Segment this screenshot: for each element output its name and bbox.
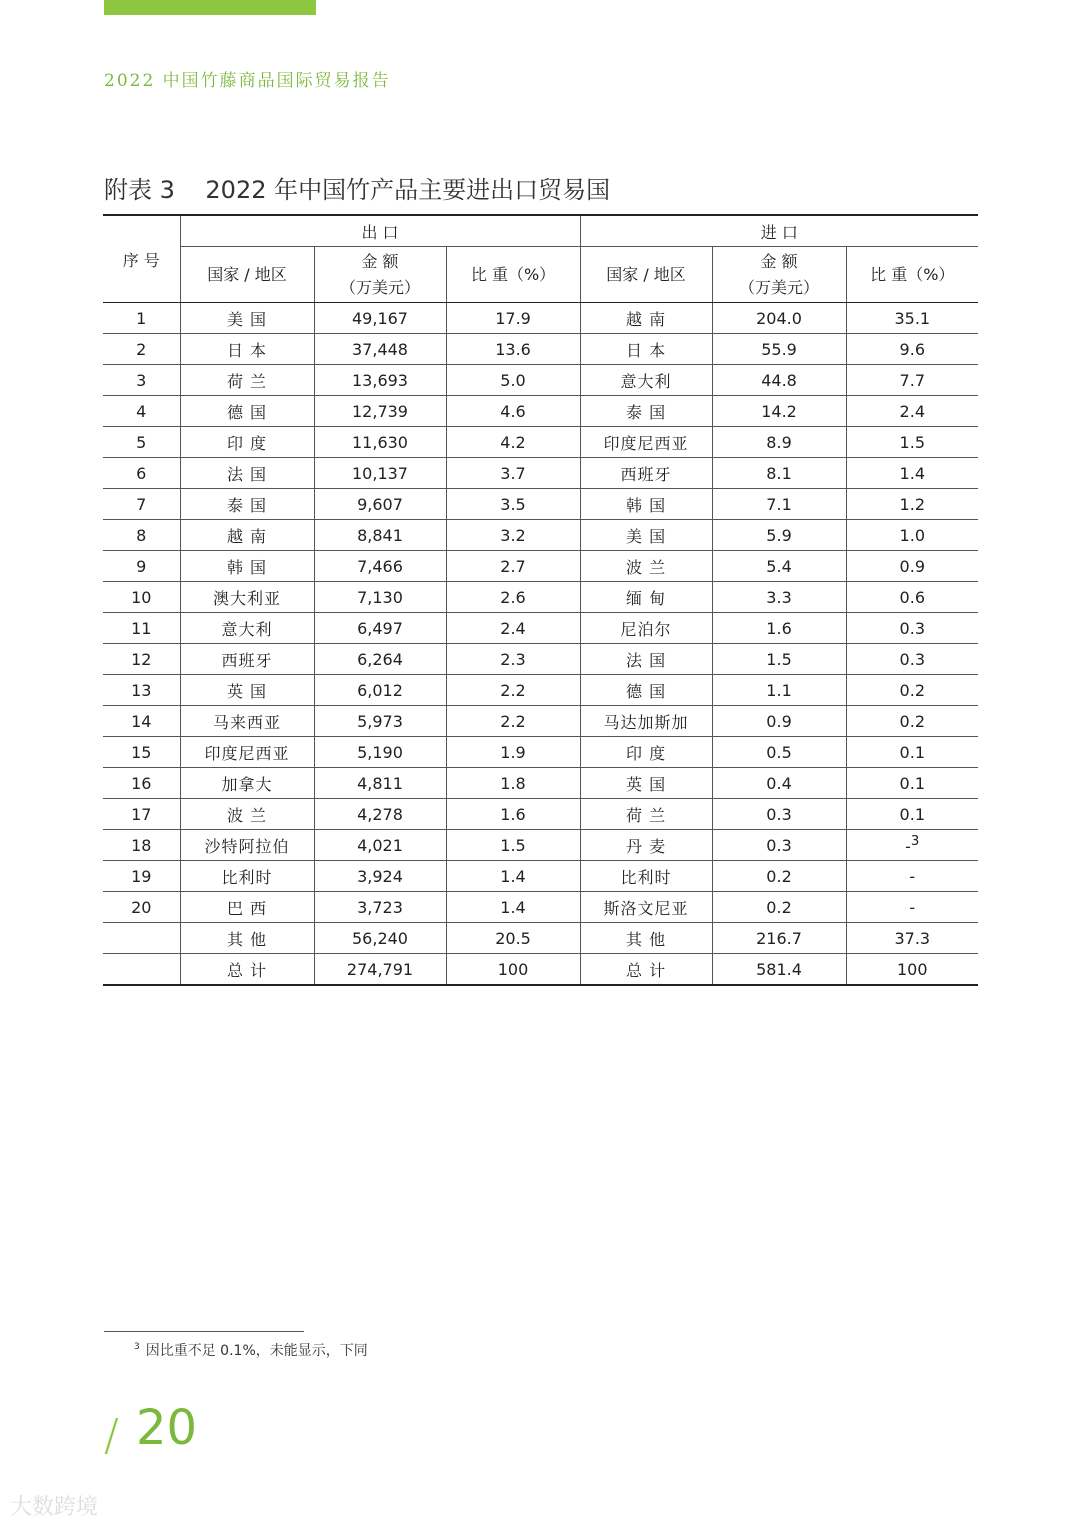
import-amount-cell: 5.4 (712, 551, 846, 582)
table-row (103, 954, 978, 986)
export-share-cell: 1.6 (446, 799, 580, 830)
export-amount-cell: 6,497 (314, 613, 446, 644)
index-cell: 15 (103, 737, 180, 768)
import-share-cell: 1.4 (846, 458, 978, 489)
table-row (103, 396, 978, 427)
footnote-ref: 3 (910, 834, 920, 850)
export-amount-cell: 3,924 (314, 861, 446, 892)
export-amount-cell: 8,841 (314, 520, 446, 551)
export-share-cell: 1.8 (446, 768, 580, 799)
export-header: 出 口 (180, 215, 580, 247)
table-row (103, 644, 978, 675)
table-row (103, 675, 978, 706)
import-share-cell: 0.2 (846, 675, 978, 706)
export-amount-cell: 10,137 (314, 458, 446, 489)
export-country-cell: 越 南 (180, 520, 314, 551)
export-amount-cell: 4,811 (314, 768, 446, 799)
import-share-cell: 1.5 (846, 427, 978, 458)
index-cell: 12 (103, 644, 180, 675)
import-country-cell: 英 国 (580, 768, 712, 799)
import-country-cell: 日 本 (580, 334, 712, 365)
export-amount-cell: 9,607 (314, 489, 446, 520)
import-share-cell: 9.6 (846, 334, 978, 365)
index-cell: 9 (103, 551, 180, 582)
import-amount-cell: 5.9 (712, 520, 846, 551)
footnote-mark: 3 (134, 1342, 140, 1353)
import-share-cell: 0.3 (846, 613, 978, 644)
export-share-cell: 2.4 (446, 613, 580, 644)
export-amount-cell: 12,739 (314, 396, 446, 427)
import-header: 进 口 (580, 215, 978, 247)
import-country-cell: 其 他 (580, 923, 712, 954)
import-country-cell: 比利时 (580, 861, 712, 892)
export-amount-cell: 4,021 (314, 830, 446, 861)
export-country-cell: 其 他 (180, 923, 314, 954)
import-amount-cell: 0.3 (712, 830, 846, 861)
export-share-cell: 1.4 (446, 861, 580, 892)
table-row (103, 303, 978, 334)
export-amount-cell: 5,973 (314, 706, 446, 737)
export-country-cell: 美 国 (180, 303, 314, 334)
table-row (103, 582, 978, 613)
import-country-cell: 总 计 (580, 954, 712, 986)
import-share-cell: -$^3$ (846, 830, 978, 861)
export-share-cell: 3.2 (446, 520, 580, 551)
export-country-cell: 日 本 (180, 334, 314, 365)
table-row (103, 706, 978, 737)
export-amount-cell: 11,630 (314, 427, 446, 458)
table-row (103, 923, 978, 954)
export-amount-cell: 6,264 (314, 644, 446, 675)
export-country-cell: 英 国 (180, 675, 314, 706)
export-share-cell: 100 (446, 954, 580, 986)
export-country-cell: 沙特阿拉伯 (180, 830, 314, 861)
export-country-cell: 加拿大 (180, 768, 314, 799)
import-country-cell: 越 南 (580, 303, 712, 334)
index-cell: 10 (103, 582, 180, 613)
export-country-cell: 德 国 (180, 396, 314, 427)
import-amount-cell: 7.1 (712, 489, 846, 520)
import-country-cell: 德 国 (580, 675, 712, 706)
export-country-cell: 泰 国 (180, 489, 314, 520)
table-row (103, 799, 978, 830)
export-country-cell: 马来西亚 (180, 706, 314, 737)
import-share-cell: 0.2 (846, 706, 978, 737)
index-cell: 4 (103, 396, 180, 427)
import-amount-cell: 0.2 (712, 892, 846, 923)
index-cell: 5 (103, 427, 180, 458)
import-amount-cell: 3.3 (712, 582, 846, 613)
import-amount-cell: 0.4 (712, 768, 846, 799)
export-share-cell: 2.2 (446, 706, 580, 737)
import-country-cell: 韩 国 (580, 489, 712, 520)
import-share-cell: - (846, 861, 978, 892)
export-country-cell: 波 兰 (180, 799, 314, 830)
table-row (103, 892, 978, 923)
index-header: 序 号 (103, 215, 180, 303)
import-amount-cell: 216.7 (712, 923, 846, 954)
import-share-cell: 0.1 (846, 768, 978, 799)
export-amount-cell: 5,190 (314, 737, 446, 768)
import-amount-cell: 44.8 (712, 365, 846, 396)
export-amount-cell: 3,723 (314, 892, 446, 923)
footnote-text: 因比重不足 0.1%，未能显示，下同 (145, 1343, 368, 1359)
index-cell: 19 (103, 861, 180, 892)
export-share-cell: 2.7 (446, 551, 580, 582)
export-amount-cell: 7,130 (314, 582, 446, 613)
export-amount-cell: 49,167 (314, 303, 446, 334)
import-amount-cell: 8.9 (712, 427, 846, 458)
index-cell: 7 (103, 489, 180, 520)
export-share-cell: 1.9 (446, 737, 580, 768)
index-cell: 13 (103, 675, 180, 706)
top-accent-bar (104, 0, 316, 15)
index-cell: 14 (103, 706, 180, 737)
table-row (103, 768, 978, 799)
export-amount-cell: 56,240 (314, 923, 446, 954)
footnote-rule (104, 1331, 304, 1332)
export-share-header: 比 重（%） (446, 247, 580, 303)
index-cell: 11 (103, 613, 180, 644)
export-country-cell: 法 国 (180, 458, 314, 489)
import-country-cell: 尼泊尔 (580, 613, 712, 644)
export-share-cell: 5.0 (446, 365, 580, 396)
export-country-cell: 荷 兰 (180, 365, 314, 396)
table-body (103, 303, 978, 986)
export-country-cell: 比利时 (180, 861, 314, 892)
import-amount-cell: 1.5 (712, 644, 846, 675)
index-cell: 2 (103, 334, 180, 365)
table-row (103, 613, 978, 644)
import-country-cell: 马达加斯加 (580, 706, 712, 737)
import-country-cell: 法 国 (580, 644, 712, 675)
running-head: 2022 中国竹藤商品国际贸易报告 (104, 71, 391, 91)
index-cell: 20 (103, 892, 180, 923)
page-number: 20 (136, 1400, 198, 1456)
import-country-cell: 丹 麦 (580, 830, 712, 861)
export-amount-cell: 274,791 (314, 954, 446, 986)
index-cell: 17 (103, 799, 180, 830)
export-share-cell: 2.6 (446, 582, 580, 613)
index-cell (103, 923, 180, 954)
import-share-cell: 2.4 (846, 396, 978, 427)
import-country-cell: 印度尼西亚 (580, 427, 712, 458)
export-country-cell: 西班牙 (180, 644, 314, 675)
import-amount-cell: 0.9 (712, 706, 846, 737)
export-amount-cell: 7,466 (314, 551, 446, 582)
import-share-cell: - (846, 892, 978, 923)
table-row (103, 334, 978, 365)
export-amount-cell: 6,012 (314, 675, 446, 706)
watermark: 大数跨境 (10, 1495, 99, 1520)
import-amount-cell: 0.2 (712, 861, 846, 892)
export-amount-cell: 13,693 (314, 365, 446, 396)
footnote (134, 1340, 368, 1360)
import-share-cell: 0.9 (846, 551, 978, 582)
import-share-header: 比 重（%） (846, 247, 978, 303)
export-country-cell: 印度尼西亚 (180, 737, 314, 768)
table-row (103, 520, 978, 551)
import-amount-cell: 1.6 (712, 613, 846, 644)
import-share-cell: 0.6 (846, 582, 978, 613)
import-country-cell: 西班牙 (580, 458, 712, 489)
export-country-cell: 意大利 (180, 613, 314, 644)
import-amount-cell: 14.2 (712, 396, 846, 427)
import-country-header: 国家 / 地区 (580, 247, 712, 303)
export-country-cell: 总 计 (180, 954, 314, 986)
import-share-cell: 1.0 (846, 520, 978, 551)
table-row (103, 365, 978, 396)
index-cell: 8 (103, 520, 180, 551)
import-share-cell: 7.7 (846, 365, 978, 396)
index-cell: 1 (103, 303, 180, 334)
index-cell: 18 (103, 830, 180, 861)
export-share-cell: 2.3 (446, 644, 580, 675)
export-share-cell: 1.4 (446, 892, 580, 923)
export-country-cell: 巴 西 (180, 892, 314, 923)
table-row (103, 830, 978, 861)
export-country-cell: 澳大利亚 (180, 582, 314, 613)
import-amount-header: 金 额 （万美元） (712, 247, 846, 303)
import-amount-cell: 0.5 (712, 737, 846, 768)
import-share-cell: 1.2 (846, 489, 978, 520)
export-share-cell: 2.2 (446, 675, 580, 706)
import-country-cell: 印 度 (580, 737, 712, 768)
import-country-cell: 荷 兰 (580, 799, 712, 830)
index-cell: 6 (103, 458, 180, 489)
import-amount-cell: 55.9 (712, 334, 846, 365)
import-amount-cell: 204.0 (712, 303, 846, 334)
export-share-cell: 4.6 (446, 396, 580, 427)
export-country-header: 国家 / 地区 (180, 247, 314, 303)
import-share-cell: 100 (846, 954, 978, 986)
export-share-cell: 4.2 (446, 427, 580, 458)
index-cell: 16 (103, 768, 180, 799)
export-amount-cell: 4,278 (314, 799, 446, 830)
export-share-cell: 1.5 (446, 830, 580, 861)
page-slash-decoration: / (104, 1410, 119, 1461)
export-amount-cell: 37,448 (314, 334, 446, 365)
import-share-cell: 37.3 (846, 923, 978, 954)
import-country-cell: 波 兰 (580, 551, 712, 582)
import-country-cell: 泰 国 (580, 396, 712, 427)
import-country-cell: 意大利 (580, 365, 712, 396)
table-title: 附表 3 2022 年中国竹产品主要进出口贸易国 (104, 176, 611, 204)
table-row (103, 551, 978, 582)
import-amount-cell: 0.3 (712, 799, 846, 830)
table-row (103, 737, 978, 768)
import-amount-cell: 1.1 (712, 675, 846, 706)
export-amount-header: 金 额 （万美元） (314, 247, 446, 303)
trade-partners-table (103, 214, 978, 986)
table-row (103, 861, 978, 892)
import-country-cell: 缅 甸 (580, 582, 712, 613)
export-country-cell: 印 度 (180, 427, 314, 458)
import-country-cell: 斯洛文尼亚 (580, 892, 712, 923)
import-amount-cell: 581.4 (712, 954, 846, 986)
table-row (103, 458, 978, 489)
export-share-cell: 17.9 (446, 303, 580, 334)
index-cell (103, 954, 180, 986)
table-row (103, 489, 978, 520)
import-country-cell: 美 国 (580, 520, 712, 551)
import-share-cell: 0.3 (846, 644, 978, 675)
import-share-cell: 0.1 (846, 799, 978, 830)
export-share-cell: 3.7 (446, 458, 580, 489)
import-share-cell: 35.1 (846, 303, 978, 334)
import-amount-cell: 8.1 (712, 458, 846, 489)
export-share-cell: 20.5 (446, 923, 580, 954)
export-share-cell: 3.5 (446, 489, 580, 520)
export-country-cell: 韩 国 (180, 551, 314, 582)
index-cell: 3 (103, 365, 180, 396)
import-share-cell: 0.1 (846, 737, 978, 768)
export-share-cell: 13.6 (446, 334, 580, 365)
table-row (103, 427, 978, 458)
